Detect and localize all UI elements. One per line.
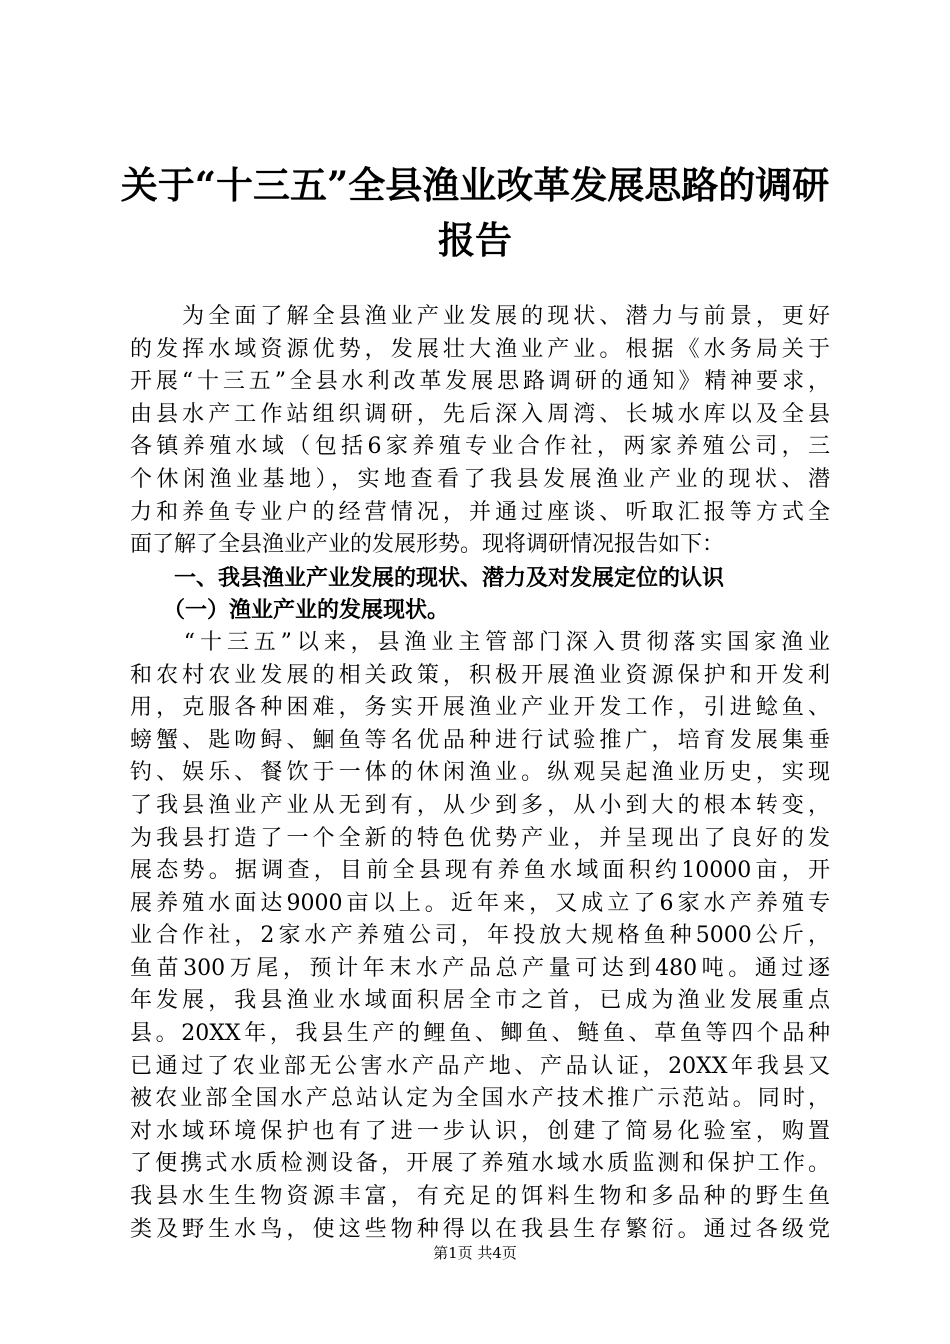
paragraph-line: 被农业部全国水产总站认定为全国水产技术推广示范站。同时， [130, 1086, 830, 1112]
paragraph-line: 展态势。据调查，目前全县现有养鱼水域面积约10000亩，开 [130, 858, 830, 884]
paragraph-line: 面了解了全县渔业产业的发展形势。现将调研情况报告如下： [130, 532, 725, 558]
paragraph-line: 的发挥水域资源优势，发展壮大渔业产业。根据《水务局关于 [130, 336, 830, 362]
paragraph-line: 螃蟹、匙吻鲟、鮰鱼等名优品种进行试验推广，培育发展集垂 [130, 727, 830, 753]
paragraph-line: 对水域环境保护也有了进一步认识，创建了简易化验室，购置 [130, 1118, 830, 1144]
paragraph-line: 用，克服各种困难，务实开展渔业产业开发工作，引进鲶鱼、 [130, 695, 830, 721]
paragraph-line: 为我县打造了一个全新的特色优势产业，并呈现出了良好的发 [130, 825, 830, 851]
paragraph-line: 鱼苗300万尾，预计年末水产品总产量可达到480吨。通过逐 [130, 955, 830, 981]
paragraph-line: 业合作社，2家水产养殖公司，年投放大规格鱼种5000公斤， [130, 923, 830, 949]
section-heading: 一、我县渔业产业发展的现状、潜力及对发展定位的认识 [130, 564, 725, 591]
paragraph-line: “十三五”以来，县渔业主管部门深入贯彻落实国家渔业 [130, 629, 830, 655]
paragraph-line: 了便携式水质检测设备，开展了养殖水域水质监测和保护工作。 [130, 1151, 830, 1177]
paragraph-line: 钓、娱乐、餐饮于一体的休闲渔业。纵观吴起渔业历史，实现 [130, 760, 830, 786]
paragraph-line: 由县水产工作站组织调研，先后深入周湾、长城水库以及全县 [130, 401, 830, 427]
paragraph-line: 我县水生生物资源丰富，有充足的饵料生物和多品种的野生鱼 [130, 1184, 830, 1210]
paragraph-line: 和农村农业发展的相关政策，积极开展渔业资源保护和开发利 [130, 662, 830, 688]
section-heading: （一）渔业产业的发展现状。 [130, 597, 450, 624]
paragraph-line: 各镇养殖水域（包括6家养殖专业合作社，两家养殖公司，三 [130, 434, 830, 460]
paragraph-line: 已通过了农业部无公害水产品产地、产品认证，20XX年我县又 [130, 1053, 830, 1079]
paragraph-line: 开展“十三五”全县水利改革发展思路调研的通知》精神要求， [130, 369, 830, 395]
paragraph-line: 类及野生水鸟，使这些物种得以在我县生存繁衍。通过各级党 [130, 1216, 830, 1242]
paragraph-line: 县。20XX年，我县生产的鲤鱼、鲫鱼、鲢鱼、草鱼等四个品种 [130, 1021, 830, 1047]
paragraph-line: 年发展，我县渔业水域面积居全市之首，已成为渔业发展重点 [130, 988, 830, 1014]
paragraph-line: 个休闲渔业基地），实地查看了我县发展渔业产业的现状、潜 [130, 466, 830, 492]
paragraph-line: 展养殖水面达9000亩以上。近年来，又成立了6家水产养殖专 [130, 890, 830, 916]
document-body [130, 301, 830, 1246]
document-title-line-1: 关于“十三五”全县渔业改革发展思路的调研 [120, 163, 830, 207]
page-footer: 第1页 共4页 [433, 1244, 517, 1262]
paragraph-line: 力和养鱼专业户的经营情况，并通过座谈、听取汇报等方式全 [130, 499, 830, 525]
paragraph-line: 为全面了解全县渔业产业发展的现状、潜力与前景，更好 [130, 304, 830, 329]
paragraph-line: 了我县渔业产业从无到有，从少到多，从小到大的根本转变， [130, 792, 830, 818]
document-title-line-2: 报告 [438, 218, 512, 262]
